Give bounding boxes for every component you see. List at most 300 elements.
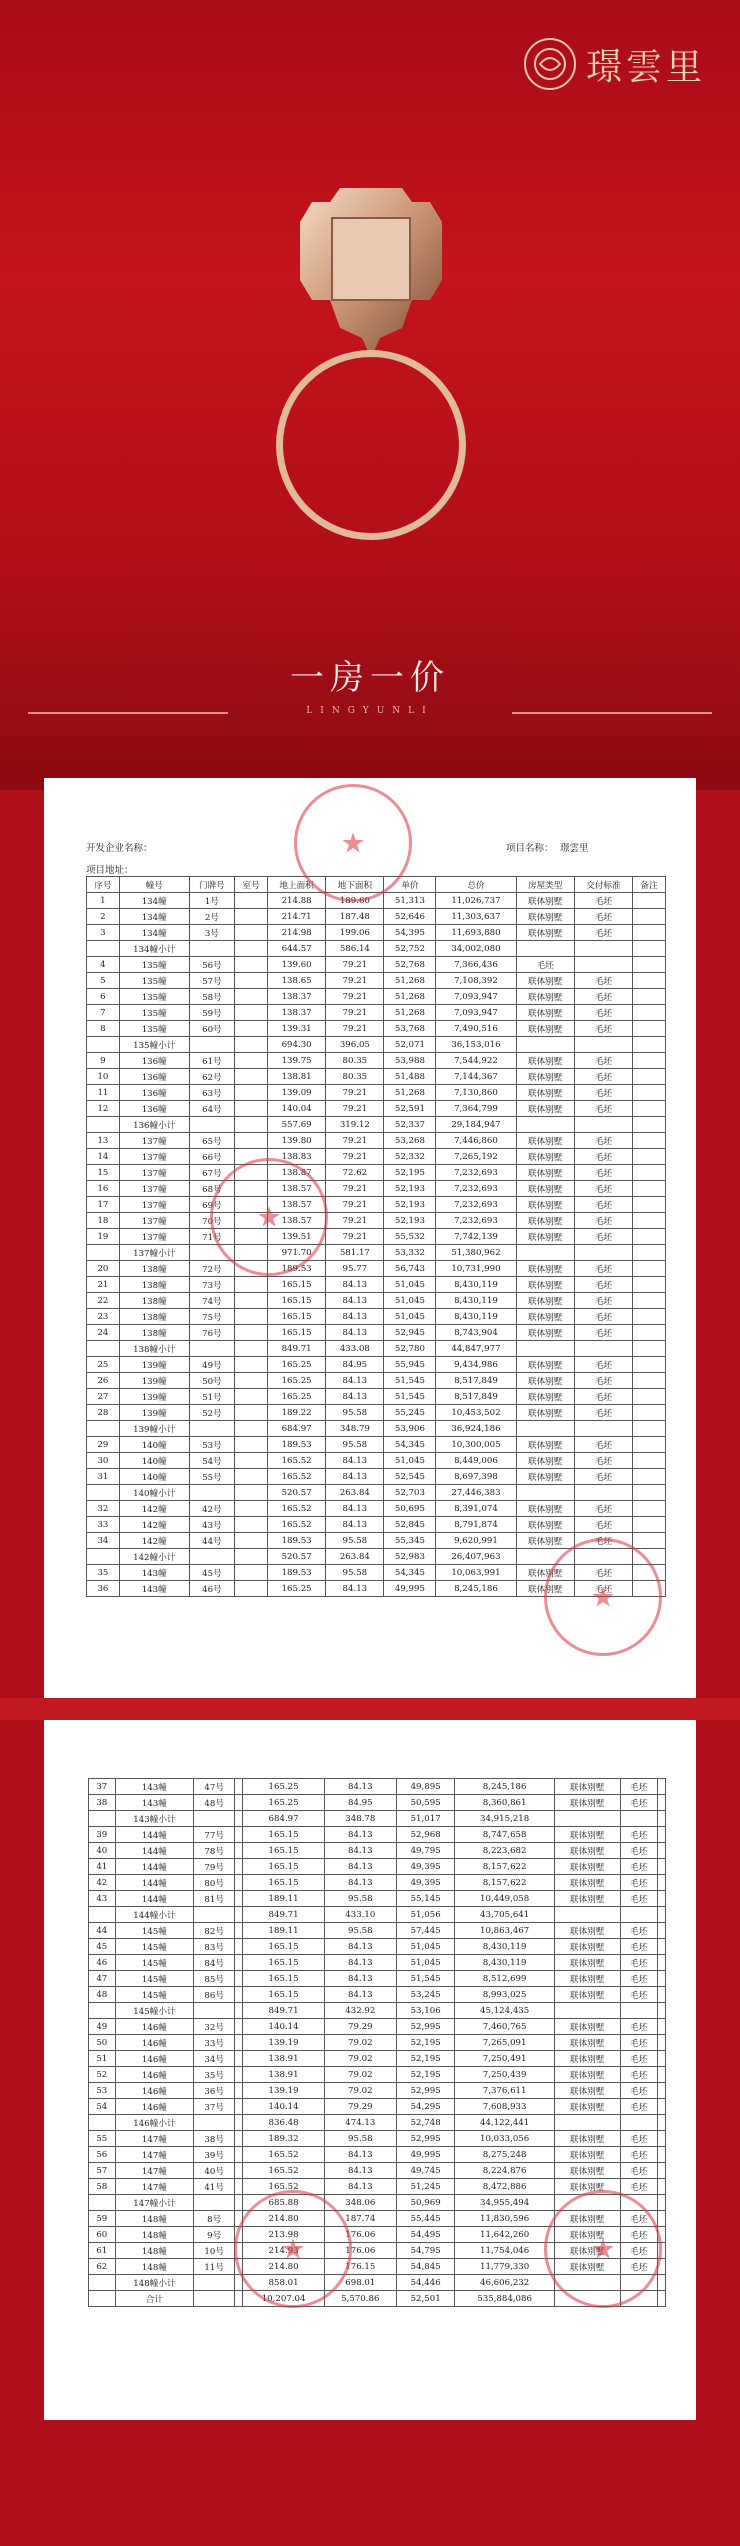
table-cell: 联体别墅 [516, 1453, 574, 1469]
table-cell: 31 [87, 1469, 120, 1485]
table-header-cell: 地下面积 [326, 877, 384, 893]
table-cell [235, 893, 268, 909]
table-cell [633, 1341, 666, 1357]
table-row [89, 1859, 666, 1875]
table-cell [657, 1859, 665, 1875]
table-cell: 8,245,186 [455, 1779, 555, 1795]
table-row [87, 925, 666, 941]
table-cell: 165.15 [243, 1859, 324, 1875]
table-cell: 毛坯 [620, 1987, 657, 2003]
table-cell: 396.05 [326, 1037, 384, 1053]
table-cell: 586.14 [326, 941, 384, 957]
table-cell: 10,449,058 [455, 1891, 555, 1907]
table-cell: 78号 [194, 1843, 235, 1859]
table-cell: 53,332 [384, 1245, 436, 1261]
table-cell: 135幢 [119, 973, 189, 989]
table-cell [235, 2179, 243, 2195]
table-cell: 联体别墅 [516, 1501, 574, 1517]
table-cell [235, 1469, 268, 1485]
table-cell: 8,747,658 [455, 1827, 555, 1843]
table-row [87, 1181, 666, 1197]
table-cell [657, 1987, 665, 2003]
table-row [87, 973, 666, 989]
table-cell: 137幢 [119, 1149, 189, 1165]
table-cell [657, 1779, 665, 1795]
table-cell [235, 1501, 268, 1517]
table-cell: 7,232,693 [436, 1197, 516, 1213]
table-cell: 51,545 [384, 1373, 436, 1389]
table-cell [574, 957, 632, 973]
table-cell: 46号 [189, 1581, 235, 1597]
table-cell: 142幢小计 [119, 1549, 189, 1565]
table-cell [235, 1549, 268, 1565]
subtotal-row [87, 1341, 666, 1357]
table-cell [574, 1117, 632, 1133]
table-cell: 165.15 [243, 1987, 324, 2003]
table-cell: 165.52 [243, 2147, 324, 2163]
table-cell: 联体别墅 [554, 2227, 620, 2243]
table-cell [87, 1485, 120, 1501]
table-cell: 137幢 [119, 1197, 189, 1213]
table-cell: 67号 [189, 1165, 235, 1181]
table-cell: 8,224,876 [455, 2163, 555, 2179]
table-cell: 50,595 [396, 1795, 454, 1811]
table-cell [235, 1843, 243, 1859]
table-row [89, 2019, 666, 2035]
table-cell: 46 [89, 1955, 116, 1971]
table-cell [633, 1277, 666, 1293]
table-cell [657, 2291, 665, 2307]
table-cell: 139.19 [243, 2083, 324, 2099]
table-cell [516, 1341, 574, 1357]
table-cell: 29,184,947 [436, 1117, 516, 1133]
table-cell: 189.11 [243, 1923, 324, 1939]
table-cell: 147幢小计 [115, 2195, 194, 2211]
table-cell [657, 1955, 665, 1971]
table-cell: 55号 [189, 1469, 235, 1485]
table-cell: 联体别墅 [554, 1891, 620, 1907]
table-cell [657, 2115, 665, 2131]
table-cell: 63号 [189, 1085, 235, 1101]
table-cell: 52,646 [384, 909, 436, 925]
table-cell [194, 2275, 235, 2291]
table-cell: 51号 [189, 1389, 235, 1405]
table-cell: 849.71 [267, 1341, 325, 1357]
table-cell: 55,532 [384, 1229, 436, 1245]
table-cell: 联体别墅 [516, 1229, 574, 1245]
table-cell: 432.92 [324, 2003, 396, 2019]
table-cell: 47 [89, 1971, 116, 1987]
table-cell: 84.13 [326, 1517, 384, 1533]
table-cell: 52,195 [396, 2035, 454, 2051]
table-cell: 56 [89, 2147, 116, 2163]
table-cell: 9,620,991 [436, 1533, 516, 1549]
table-cell: 55,245 [384, 1405, 436, 1421]
table-row [89, 2051, 666, 2067]
table-cell: 140幢 [119, 1437, 189, 1453]
table-cell: 52,501 [396, 2291, 454, 2307]
table-cell: 联体别墅 [516, 1373, 574, 1389]
table-cell: 10号 [194, 2243, 235, 2259]
table-cell: 50,695 [384, 1501, 436, 1517]
table-cell: 137幢 [119, 1213, 189, 1229]
table-cell: 72号 [189, 1261, 235, 1277]
table-cell: 62号 [189, 1069, 235, 1085]
table-cell [516, 941, 574, 957]
table-cell: 135幢 [119, 957, 189, 973]
table-cell: 联体别墅 [554, 2131, 620, 2147]
table-cell: 214.93 [243, 2243, 324, 2259]
table-cell [235, 1053, 268, 1069]
table-cell: 95.58 [326, 1533, 384, 1549]
table-cell: 49,995 [384, 1581, 436, 1597]
table-cell: 38号 [194, 2131, 235, 2147]
table-row [89, 2067, 666, 2083]
table-cell: 毛坯 [620, 1875, 657, 1891]
table-cell [633, 1197, 666, 1213]
table-cell: 135幢 [119, 1021, 189, 1037]
table-cell: 联体别墅 [516, 925, 574, 941]
table-cell: 3 [87, 925, 120, 941]
table-cell: 145幢 [115, 1955, 194, 1971]
table-cell: 毛坯 [574, 1261, 632, 1277]
table-cell: 139幢 [119, 1389, 189, 1405]
table-cell: 644.57 [267, 941, 325, 957]
table-cell: 165.15 [243, 1971, 324, 1987]
table-cell: 17 [87, 1197, 120, 1213]
table-cell: 联体别墅 [554, 2147, 620, 2163]
table-header-cell: 地上面积 [267, 877, 325, 893]
table-row [89, 1971, 666, 1987]
table-cell: 61 [89, 2243, 116, 2259]
table-cell: 54号 [189, 1453, 235, 1469]
table-cell: 165.15 [243, 1955, 324, 1971]
table-cell [633, 1149, 666, 1165]
table-cell: 143幢 [115, 1795, 194, 1811]
table-cell [657, 2131, 665, 2147]
table-cell: 348.79 [326, 1421, 384, 1437]
table-cell: 46,606,232 [455, 2275, 555, 2291]
table-cell: 54,795 [396, 2243, 454, 2259]
table-cell: 18 [87, 1213, 120, 1229]
table-cell: 41 [89, 1859, 116, 1875]
table-cell: 毛坯 [574, 1213, 632, 1229]
table-row [87, 989, 666, 1005]
table-cell: 联体别墅 [554, 2243, 620, 2259]
table-cell [89, 1811, 116, 1827]
table-cell: 50号 [189, 1373, 235, 1389]
table-cell: 联体别墅 [554, 2083, 620, 2099]
subtotal-row [89, 2115, 666, 2131]
table-cell: 51,545 [384, 1389, 436, 1405]
table-cell: 84.13 [324, 1827, 396, 1843]
table-cell: 51,056 [396, 1907, 454, 1923]
table-cell [235, 1421, 268, 1437]
table-cell: 56,743 [384, 1261, 436, 1277]
table-cell: 联体别墅 [516, 1581, 574, 1597]
table-cell: 698.01 [324, 2275, 396, 2291]
table-cell: 59号 [189, 1005, 235, 1021]
table-row [87, 1309, 666, 1325]
table-cell: 136幢小计 [119, 1117, 189, 1133]
table-cell: 毛坯 [574, 1133, 632, 1149]
table-cell: 79.02 [324, 2067, 396, 2083]
table-cell: 毛坯 [620, 1795, 657, 1811]
table-cell [235, 2083, 243, 2099]
table-cell: 8,430,119 [455, 1955, 555, 1971]
door-knocker-icon [300, 188, 442, 358]
table-cell [657, 1923, 665, 1939]
table-cell [235, 1533, 268, 1549]
table-cell: 8,430,119 [455, 1939, 555, 1955]
table-cell: 33号 [194, 2035, 235, 2051]
table-cell: 165.25 [267, 1373, 325, 1389]
table-cell: 138幢 [119, 1293, 189, 1309]
table-row [87, 1261, 666, 1277]
table-cell: 52,845 [384, 1517, 436, 1533]
table-cell: 5,570.86 [324, 2291, 396, 2307]
table-cell: 51,045 [396, 1939, 454, 1955]
table-cell: 145幢 [115, 1923, 194, 1939]
table-cell: 146幢 [115, 2051, 194, 2067]
table-cell: 8,472,886 [455, 2179, 555, 2195]
table-cell: 30 [87, 1453, 120, 1469]
table-cell [235, 1437, 268, 1453]
table-cell: 138.37 [267, 1005, 325, 1021]
table-cell [554, 2115, 620, 2131]
table-cell [633, 1245, 666, 1261]
table-cell: 8,512,699 [455, 1971, 555, 1987]
table-row [87, 1437, 666, 1453]
table-cell: 694.30 [267, 1037, 325, 1053]
table-row [87, 1373, 666, 1389]
table-cell [633, 973, 666, 989]
table-cell: 联体别墅 [516, 1517, 574, 1533]
table-cell: 联体别墅 [516, 1053, 574, 1069]
table-cell [194, 1811, 235, 1827]
table-cell: 849.71 [243, 1907, 324, 1923]
table-cell: 51,268 [384, 1085, 436, 1101]
table-cell [633, 1085, 666, 1101]
table-cell [235, 989, 268, 1005]
table-cell: 165.15 [243, 1827, 324, 1843]
table-cell: 53,906 [384, 1421, 436, 1437]
table-cell: 165.52 [267, 1453, 325, 1469]
table-cell: 140幢 [119, 1453, 189, 1469]
table-cell: 11,830,596 [455, 2211, 555, 2227]
table-cell: 联体别墅 [516, 1005, 574, 1021]
table-cell: 毛坯 [574, 1197, 632, 1213]
table-cell: 145幢小计 [115, 2003, 194, 2019]
table-cell [633, 1181, 666, 1197]
table-cell: 联体别墅 [516, 973, 574, 989]
table-cell: 134幢小计 [119, 941, 189, 957]
table-cell: 11号 [194, 2259, 235, 2275]
table-cell: 7,265,091 [455, 2035, 555, 2051]
table-cell: 49 [89, 2019, 116, 2035]
table-cell: 75号 [189, 1309, 235, 1325]
table-cell: 54,446 [396, 2275, 454, 2291]
table-cell: 79.29 [324, 2099, 396, 2115]
table-cell: 433.10 [324, 1907, 396, 1923]
table-cell [235, 1875, 243, 1891]
table-cell: 毛坯 [574, 1005, 632, 1021]
table-cell: 毛坯 [574, 1517, 632, 1533]
table-cell: 8 [87, 1021, 120, 1037]
table-cell [657, 1891, 665, 1907]
table-cell: 56号 [189, 957, 235, 973]
table-cell [235, 957, 268, 973]
table-cell: 22 [87, 1293, 120, 1309]
table-cell: 165.25 [267, 1389, 325, 1405]
table-cell: 84.95 [326, 1357, 384, 1373]
table-cell: 146幢 [115, 2067, 194, 2083]
table-cell [633, 1005, 666, 1021]
table-cell [657, 1907, 665, 1923]
table-cell: 55 [89, 2131, 116, 2147]
table-cell: 26,407,963 [436, 1549, 516, 1565]
table-cell: 1号 [189, 893, 235, 909]
table-cell [633, 1213, 666, 1229]
table-cell: 6 [87, 989, 120, 1005]
table-cell: 联体别墅 [516, 1405, 574, 1421]
table-cell [189, 1549, 235, 1565]
table-cell [89, 2115, 116, 2131]
table-cell: 7,108,392 [436, 973, 516, 989]
knocker-ring-icon [276, 350, 466, 540]
table-row [87, 1101, 666, 1117]
table-cell [633, 1421, 666, 1437]
table-cell [657, 2099, 665, 2115]
table-cell: 联体别墅 [554, 1827, 620, 1843]
table-cell: 76号 [189, 1325, 235, 1341]
table-cell [657, 1843, 665, 1859]
table-cell [657, 1939, 665, 1955]
table-cell: 95.77 [326, 1261, 384, 1277]
table-cell: 138幢 [119, 1309, 189, 1325]
table-cell: 79.21 [326, 1181, 384, 1197]
table-cell [194, 2195, 235, 2211]
table-cell: 84.13 [326, 1325, 384, 1341]
table-cell: 189.53 [267, 1437, 325, 1453]
table-cell [87, 1549, 120, 1565]
subtotal-row [87, 1485, 666, 1501]
table-cell [633, 957, 666, 973]
table-row [87, 1165, 666, 1181]
table-cell: 52,193 [384, 1197, 436, 1213]
table-cell [633, 1069, 666, 1085]
table-cell: 142幢 [119, 1501, 189, 1517]
subtotal-row [87, 1117, 666, 1133]
table-row [87, 909, 666, 925]
table-cell: 毛坯 [574, 1165, 632, 1181]
table-cell [633, 1309, 666, 1325]
table-cell: 53 [89, 2083, 116, 2099]
table-cell: 214.98 [267, 925, 325, 941]
table-cell: 毛坯 [620, 1939, 657, 1955]
table-cell: 73号 [189, 1277, 235, 1293]
table-cell: 7,544,922 [436, 1053, 516, 1069]
table-cell: 毛坯 [574, 989, 632, 1005]
table-cell [633, 1517, 666, 1533]
table-cell: 165.25 [243, 1795, 324, 1811]
table-cell: 47号 [194, 1779, 235, 1795]
table-cell: 165.52 [243, 2179, 324, 2195]
table-cell: 138.57 [267, 1213, 325, 1229]
table-cell [574, 1245, 632, 1261]
table-cell: 214.80 [243, 2259, 324, 2275]
table-cell: 54,345 [384, 1437, 436, 1453]
table-row [87, 1501, 666, 1517]
table-cell [620, 1811, 657, 1827]
table-cell: 联体别墅 [554, 2179, 620, 2195]
table-cell: 165.52 [267, 1501, 325, 1517]
table-cell: 535,884,086 [455, 2291, 555, 2307]
table-row [89, 2083, 666, 2099]
table-cell: 138幢 [119, 1277, 189, 1293]
table-cell: 15 [87, 1165, 120, 1181]
table-cell [657, 2003, 665, 2019]
subtotal-row [87, 1037, 666, 1053]
table-cell: 毛坯 [620, 1843, 657, 1859]
brand-logo [524, 38, 706, 90]
table-cell: 毛坯 [574, 1533, 632, 1549]
table-cell: 10,731,990 [436, 1261, 516, 1277]
table-cell [235, 1891, 243, 1907]
table-cell: 联体别墅 [516, 1357, 574, 1373]
table-row [89, 2147, 666, 2163]
table-cell: 毛坯 [620, 2083, 657, 2099]
table-cell [235, 1939, 243, 1955]
table-header-cell: 门牌号 [189, 877, 235, 893]
table-cell [189, 1117, 235, 1133]
table-cell: 毛坯 [574, 1565, 632, 1581]
table-cell [235, 2291, 243, 2307]
table-cell [235, 1069, 268, 1085]
table-cell: 14 [87, 1149, 120, 1165]
table-cell: 毛坯 [620, 2051, 657, 2067]
table-cell: 165.15 [267, 1325, 325, 1341]
table-row [87, 1021, 666, 1037]
table-cell: 136幢 [119, 1069, 189, 1085]
table-cell: 2 [87, 909, 120, 925]
subtotal-row [87, 941, 666, 957]
table-cell: 11,303,637 [436, 909, 516, 925]
table-cell: 联体别墅 [554, 1971, 620, 1987]
table-cell: 毛坯 [620, 2067, 657, 2083]
table-cell: 16 [87, 1181, 120, 1197]
table-cell: 联体别墅 [554, 2099, 620, 2115]
table-cell [235, 973, 268, 989]
table-cell: 53,988 [384, 1053, 436, 1069]
table-cell: 263.84 [326, 1485, 384, 1501]
table-cell [633, 1453, 666, 1469]
price-sheet-page-2 [44, 1720, 696, 2420]
table-cell: 8,449,006 [436, 1453, 516, 1469]
table-cell: 84.13 [326, 1389, 384, 1405]
table-cell [189, 1037, 235, 1053]
table-cell: 60 [89, 2227, 116, 2243]
table-cell: 139.09 [267, 1085, 325, 1101]
table-cell: 84.13 [324, 1779, 396, 1795]
table-cell: 8,993,025 [455, 1987, 555, 2003]
table-cell: 联体别墅 [554, 2211, 620, 2227]
table-cell [633, 1293, 666, 1309]
table-cell: 143幢 [119, 1581, 189, 1597]
table-cell: 21 [87, 1277, 120, 1293]
table-cell: 48 [89, 1987, 116, 2003]
table-cell: 8,697,398 [436, 1469, 516, 1485]
